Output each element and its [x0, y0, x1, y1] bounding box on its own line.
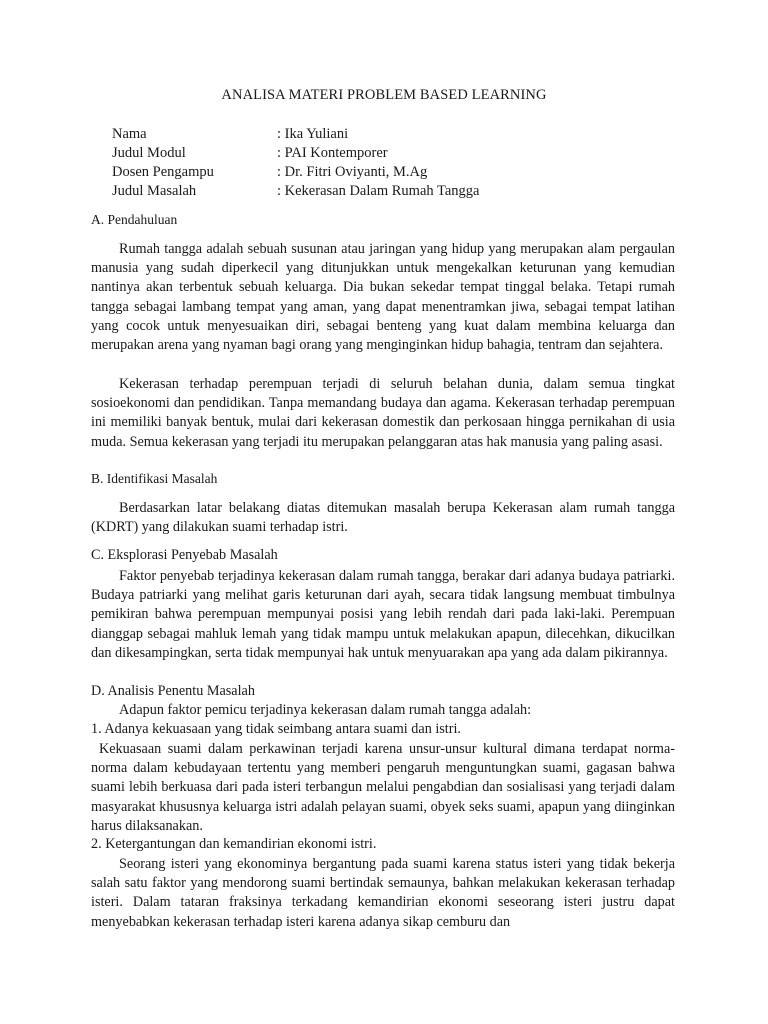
meta-label: Nama [112, 126, 147, 142]
section-b-heading: B. Identifikasi Masalah [91, 471, 218, 486]
meta-label: Dosen Pengampu [112, 164, 214, 180]
meta-row-lecturer [112, 164, 532, 183]
meta-value: : Dr. Fitri Oviyanti, M.Ag [277, 164, 428, 180]
section-d-item-1: 1. Adanya kekuasaan yang tidak seimbang antara suami dan istri. [91, 721, 461, 737]
section-a-paragraph-1: Rumah tangga adalah sebuah susunan atau jaringan yang hidup yang merupakan alam pergaulan manusia yang sudah diperkecil yang ditunjukkan untuk mengekalkan keturunan yang kemudian nantinya akan terbentuk sebuah keluarga. Dia bukan sekedar tempat tinggal belaka. Tetapi rumah tangga sebagai lambang tempat yang aman, yang dapat menentramkan jiwa, sebagai tempat latihan yang cocok untuk menyesuaikan diri, sebagai benteng yang kuat dalam membina keluarga dan merupakan arena yang nyaman bagi orang yang menginginkan hidup bahagia, tentram dan sejahtera. [91, 241, 675, 354]
section-b-paragraph-1: Berdasarkan latar belakang diatas ditemukan masalah berupa Kekerasan alam rumah tangga (KDRT) yang dilakukan suami terhadap istri. [91, 500, 675, 536]
meta-value: : Kekerasan Dalam Rumah Tangga [277, 183, 480, 199]
meta-label: Judul Masalah [112, 183, 197, 199]
section-d-item-2-paragraph: Seorang isteri yang ekonominya bergantung pada suami karena status isteri yang tidak bekerja salah satu faktor yang mendorong suami bertindak semaunya, bahkan melakukan kekerasan terhadap isteri. Dalam tataran fraksinya terkadang kemandirian ekonomi seseorang isteri justru dapat menyebabkan kekerasan terhadap isteri karena adanya sikap cemburu dan [91, 856, 675, 930]
meta-row-problem [112, 183, 532, 202]
section-d-heading: D. Analisis Penentu Masalah [91, 683, 255, 699]
document-title: ANALISA MATERI PROBLEM BASED LEARNING [221, 87, 547, 103]
meta-value: : PAI Kontemporer [277, 145, 388, 161]
meta-row-name [112, 126, 532, 145]
section-c-paragraph-1: Faktor penyebab terjadinya kekerasan dalam rumah tangga, berakar dari adanya budaya patriarki. Budaya patriarki yang melihat garis keturunan dari ayah, secara tidak langsung membuat timbulnya pemikiran bahwa perempuan mempunyai posisi yang lebih rendah dari pada laki-laki. Perempuan dianggap sebagai mahluk lemah yang tidak mampu untuk melakukan apapun, dilecehkan, dikucilkan dan dikesampingkan, serta tidak mempunyai hak untuk menyuarakan apa yang ada dalam pikirannya. [91, 568, 675, 661]
meta-label: Judul Modul [112, 145, 186, 161]
section-c-heading: C. Eksplorasi Penyebab Masalah [91, 547, 278, 563]
section-d-item-1-paragraph: Kekuasaan suami dalam perkawinan terjadi karena unsur-unsur kultural dimana terdapat norma-norma dalam kebudayaan tertentu yang memberi pengaruh menguntungkan suami, gagasan bahwa suami lebih berkuasa dari pada isteri terbangun melalui pengabdian dan sosialisasi yang terjadi dalam masyarakat khususnya keluarga istri adalah pelayan suami, obyek seks suami, apapun yang diinginkan harus dilaksanakan. [91, 741, 675, 834]
section-a-paragraph-2: Kekerasan terhadap perempuan terjadi di seluruh belahan dunia, dalam semua tingkat sosioekonomi dan pendidikan. Tanpa memandang budaya dan agama. Kekerasan terhadap perempuan ini memiliki banyak bentuk, mulai dari kekerasan domestik dan perkosaan hingga pernikahan di usia muda. Semua kekerasan yang terjadi itu merupakan pelanggaran atas hak manusia yang paling asasi. [91, 376, 675, 450]
section-d-intro: Adapun faktor pemicu terjadinya kekerasan dalam rumah tangga adalah: [119, 702, 532, 718]
meta-row-module [112, 145, 532, 164]
section-a-heading: A. Pendahuluan [91, 212, 178, 227]
meta-value: : Ika Yuliani [277, 126, 349, 142]
section-d-item-2: 2. Ketergantungan dan kemandirian ekonomi istri. [91, 836, 377, 852]
